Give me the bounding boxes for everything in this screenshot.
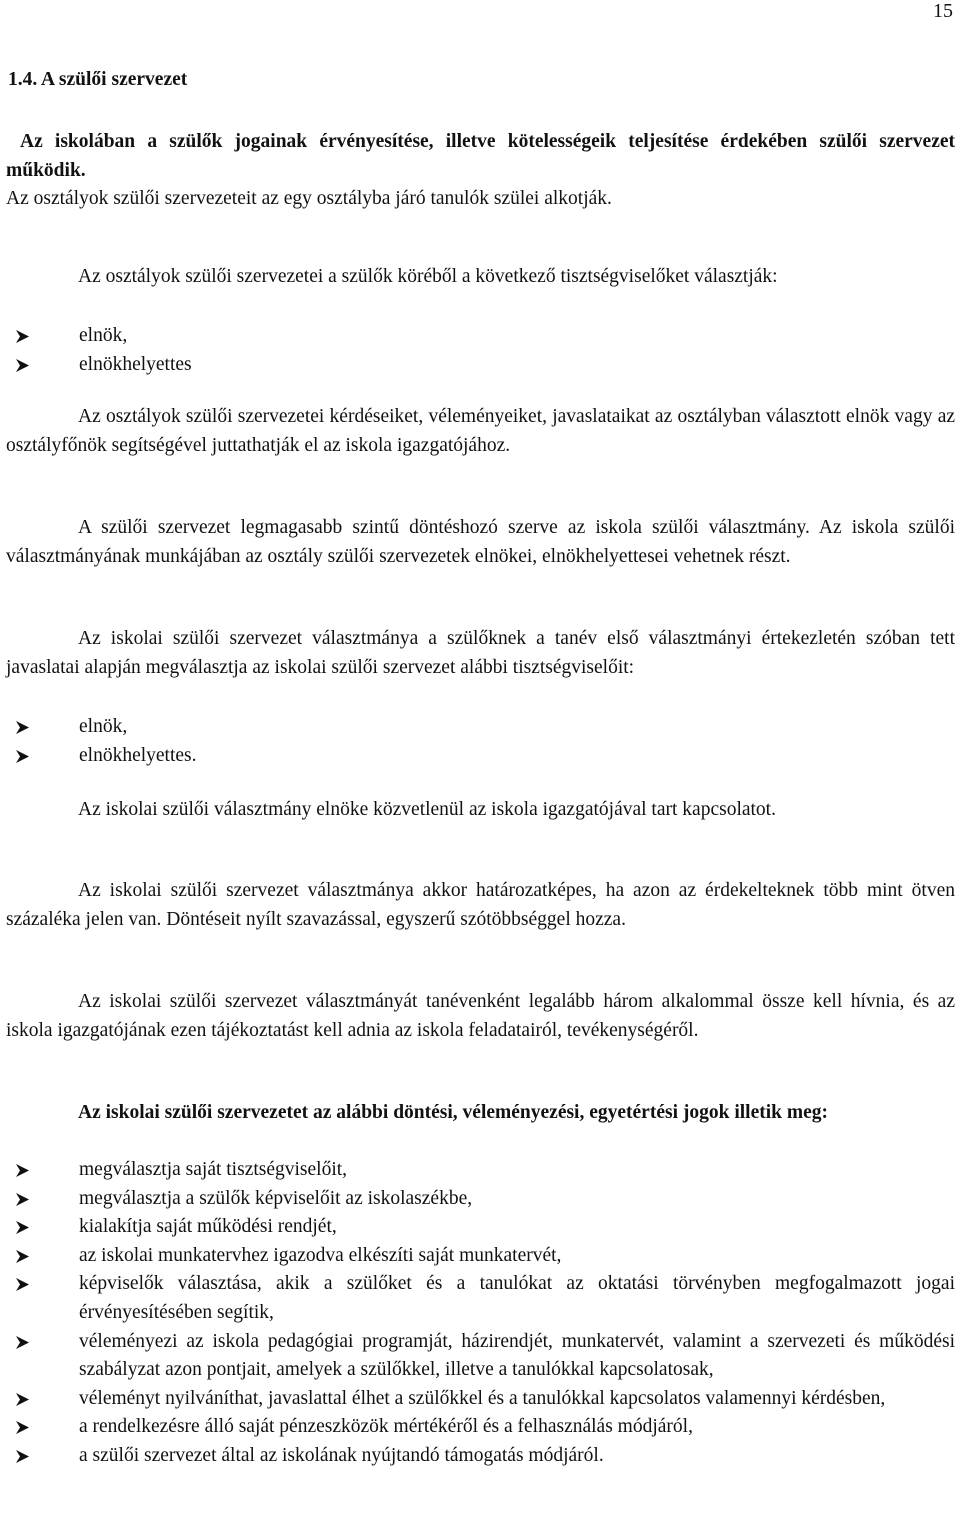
section-heading: 1.4. A szülői szervezet — [8, 69, 188, 90]
arrowhead-bullet-icon — [15, 742, 35, 770]
paragraph-rights: Az iskolai szülői szervezetet az alábbi döntési, véleményezési, egyetértési jogok illetik meg: — [78, 1102, 829, 1123]
school-officer-list — [6, 713, 955, 770]
paragraph-decision-body: A szülői szervezet legmagasabb szintű döntéshozó szerve az iskola szülői választmány. Az iskola szülői választmányának munkájában az osztály szülői szervezetek elnökei, elnökhelyettesei vehetnek részt. — [6, 517, 955, 567]
arrowhead-bullet-icon — [15, 713, 35, 741]
list-item: képviselők választása, akik a szülőket és a tanulókat az oktatási törvényben megfogalmazott jogai érvényesítésében segítik, — [6, 1270, 955, 1327]
paragraph-intro: Az iskolában a szülők jogainak érvényesítése, illetve kötelességeik teljesítése érdekében szülői szervezet működik. — [6, 131, 955, 181]
paragraph-opinions: Az osztályok szülői szervezetei kérdéseiket, véleményeiket, javaslataikat az osztályban választott elnök vagy az osztályfőnök segítségével juttathatják el az iskola igazgatójához. — [6, 406, 955, 456]
arrowhead-bullet-icon — [15, 1270, 35, 1298]
arrowhead-bullet-icon — [15, 1385, 35, 1413]
list-item: a rendelkezésre álló saját pénzeszközök mértékéről és a felhasználás módjáról, — [6, 1413, 955, 1442]
arrowhead-bullet-icon — [15, 1328, 35, 1356]
arrowhead-bullet-icon — [15, 1242, 35, 1270]
list-item: elnök, — [6, 322, 955, 351]
paragraph-class-organizations: Az osztályok szülői szervezeteit az egy osztályba járó tanulók szülei alkotják. — [6, 188, 612, 209]
paragraph-meetings: Az iskolai szülői szervezet választmányát tanévenként legalább három alkalommal össze kell hívnia, és az iskola igazgatójának ezen tájékoztatást kell adnia az iskola feladatairól, tevékenységéről. — [6, 991, 955, 1041]
paragraph-election: Az iskolai szülői szervezet választmánya a szülőknek a tanév első választmányi értekezletén szóban tett javaslatai alapján megválasztja az iskolai szülői szervezet alábbi tisztségviselőit: — [6, 628, 955, 678]
arrowhead-bullet-icon — [15, 1413, 35, 1441]
rights-list — [6, 1156, 955, 1471]
paragraph-officers: Az osztályok szülői szervezetei a szülők köréből a következő tisztségviselőket választják: — [78, 266, 778, 287]
arrowhead-bullet-icon — [15, 1442, 35, 1470]
arrowhead-bullet-icon — [15, 1185, 35, 1213]
list-item: a szülői szervezet által az iskolának nyújtandó támogatás módjáról. — [6, 1442, 955, 1471]
paragraph-chair-contact: Az iskolai szülői választmány elnöke közvetlenül az iskola igazgatójával tart kapcsolatot. — [78, 799, 776, 820]
arrowhead-bullet-icon — [15, 1156, 35, 1184]
paragraph-quorum: Az iskolai szülői szervezet választmánya akkor határozatképes, ha azon az érdekelteknek több mint ötven százaléka jelen van. Döntéseit nyílt szavazással, egyszerű szótöbbséggel hozza. — [6, 880, 955, 930]
arrowhead-bullet-icon — [15, 351, 35, 379]
page-number: 15 — [933, 0, 953, 22]
officer-list — [6, 322, 955, 379]
list-item: megválasztja a szülők képviselőit az iskolaszékbe, — [6, 1185, 955, 1214]
arrowhead-bullet-icon — [15, 1213, 35, 1241]
list-item: elnökhelyettes. — [6, 742, 955, 771]
list-item: véleményt nyilváníthat, javaslattal élhet a szülőkkel és a tanulókkal kapcsolatos valamennyi kérdésben, — [6, 1385, 955, 1414]
list-item: elnökhelyettes — [6, 351, 955, 380]
arrowhead-bullet-icon — [15, 322, 35, 350]
list-item: kialakítja saját működési rendjét, — [6, 1213, 955, 1242]
list-item: megválasztja saját tisztségviselőit, — [6, 1156, 955, 1185]
list-item: elnök, — [6, 713, 955, 742]
list-item: véleményezi az iskola pedagógiai programját, házirendjét, munkatervét, valamint a szervezeti és működési szabályzat azon pontjait, amelyek a szülőkkel, illetve a tanulókkal kapcsolatosak, — [6, 1328, 955, 1385]
list-item: az iskolai munkatervhez igazodva elkészíti saját munkatervét, — [6, 1242, 955, 1271]
